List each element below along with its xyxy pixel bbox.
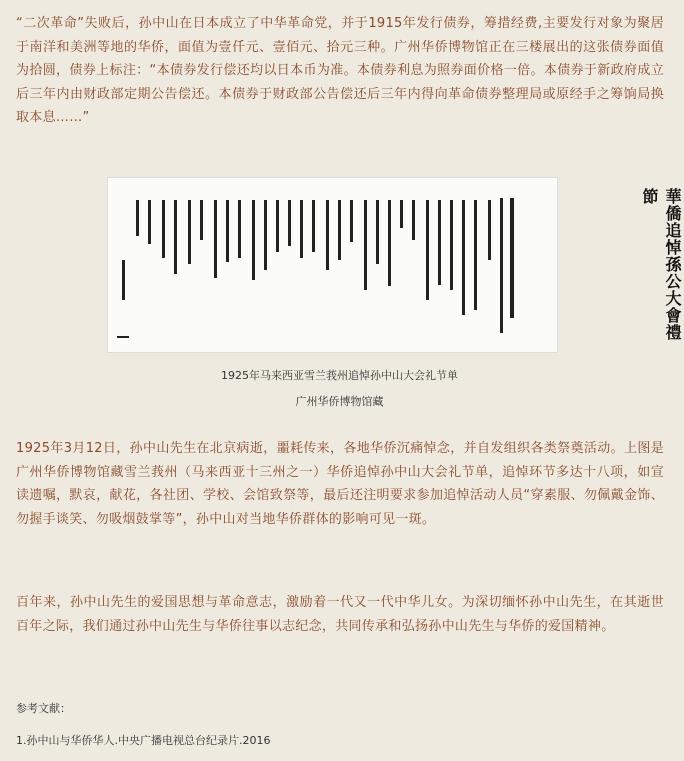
paragraph-legacy: 百年来，孙中山先生的爱国思想与革命意志，激励着一代又一代中华儿女。为深切缅怀孙中山先生，在其逝世百年之际，我们通过孙中山先生与华侨往事以志纪念，共同传承和弘扬孙中山先生与华侨的爱国精神。 [16,595,664,634]
figure-credit: 广州华侨博物馆藏 [295,395,384,408]
reference-item: 1.孙中山与华侨华人.中央广播电视总台纪录片.2016 [16,734,271,747]
program-title: 華僑追悼孫公大會禮節 [640,188,682,341]
paragraph-memorial: 1925年3月12日，孙中山先生在北京病逝，噩耗传来，各地华侨沉痛悼念，并自发组织各类祭奠活动。上图是广州华侨博物馆藏雪兰莪州（马来西亚十三州之一）华侨追悼孙中山大会礼节单，追悼环节多达十八项，如宣读遗嘱，默哀，献花，各社团、学校、会馆致祭等，最后还注明要求参加追悼活动人员“穿素服、勿佩戴金饰、勿握手谈笑、勿吸烟鼓掌等”，孙中山对当地华侨群体的影响可见一斑。 [16,441,664,527]
memorial-program-image [107,177,682,353]
references-heading: 参考文献： [16,702,71,715]
paragraph-bond-history: “二次革命”失败后，孙中山在日本成立了中华革命党，并于1915年发行债券，筹措经费,主要发行对象为聚居于南洋和美洲等地的华侨，面值为壹仟元、壹佰元、拾元三种。广州华侨博物馆正在三楼展出的这张债券面值为拾圆，债券上标注：“本债券发行偿还均以日本币为准。本债券利息为照券面价格一倍。本债券于新政府成立后三年内由财政部定期公告偿还。本债券于财政部公告偿还后三年内得向革命债券整理局或原经手之筹饷局换取本息……” [16,16,664,126]
scanned-program-document [108,178,557,352]
figure-caption: 1925年马来西亚雪兰莪州追悼孙中山大会礼节单 [221,369,458,382]
